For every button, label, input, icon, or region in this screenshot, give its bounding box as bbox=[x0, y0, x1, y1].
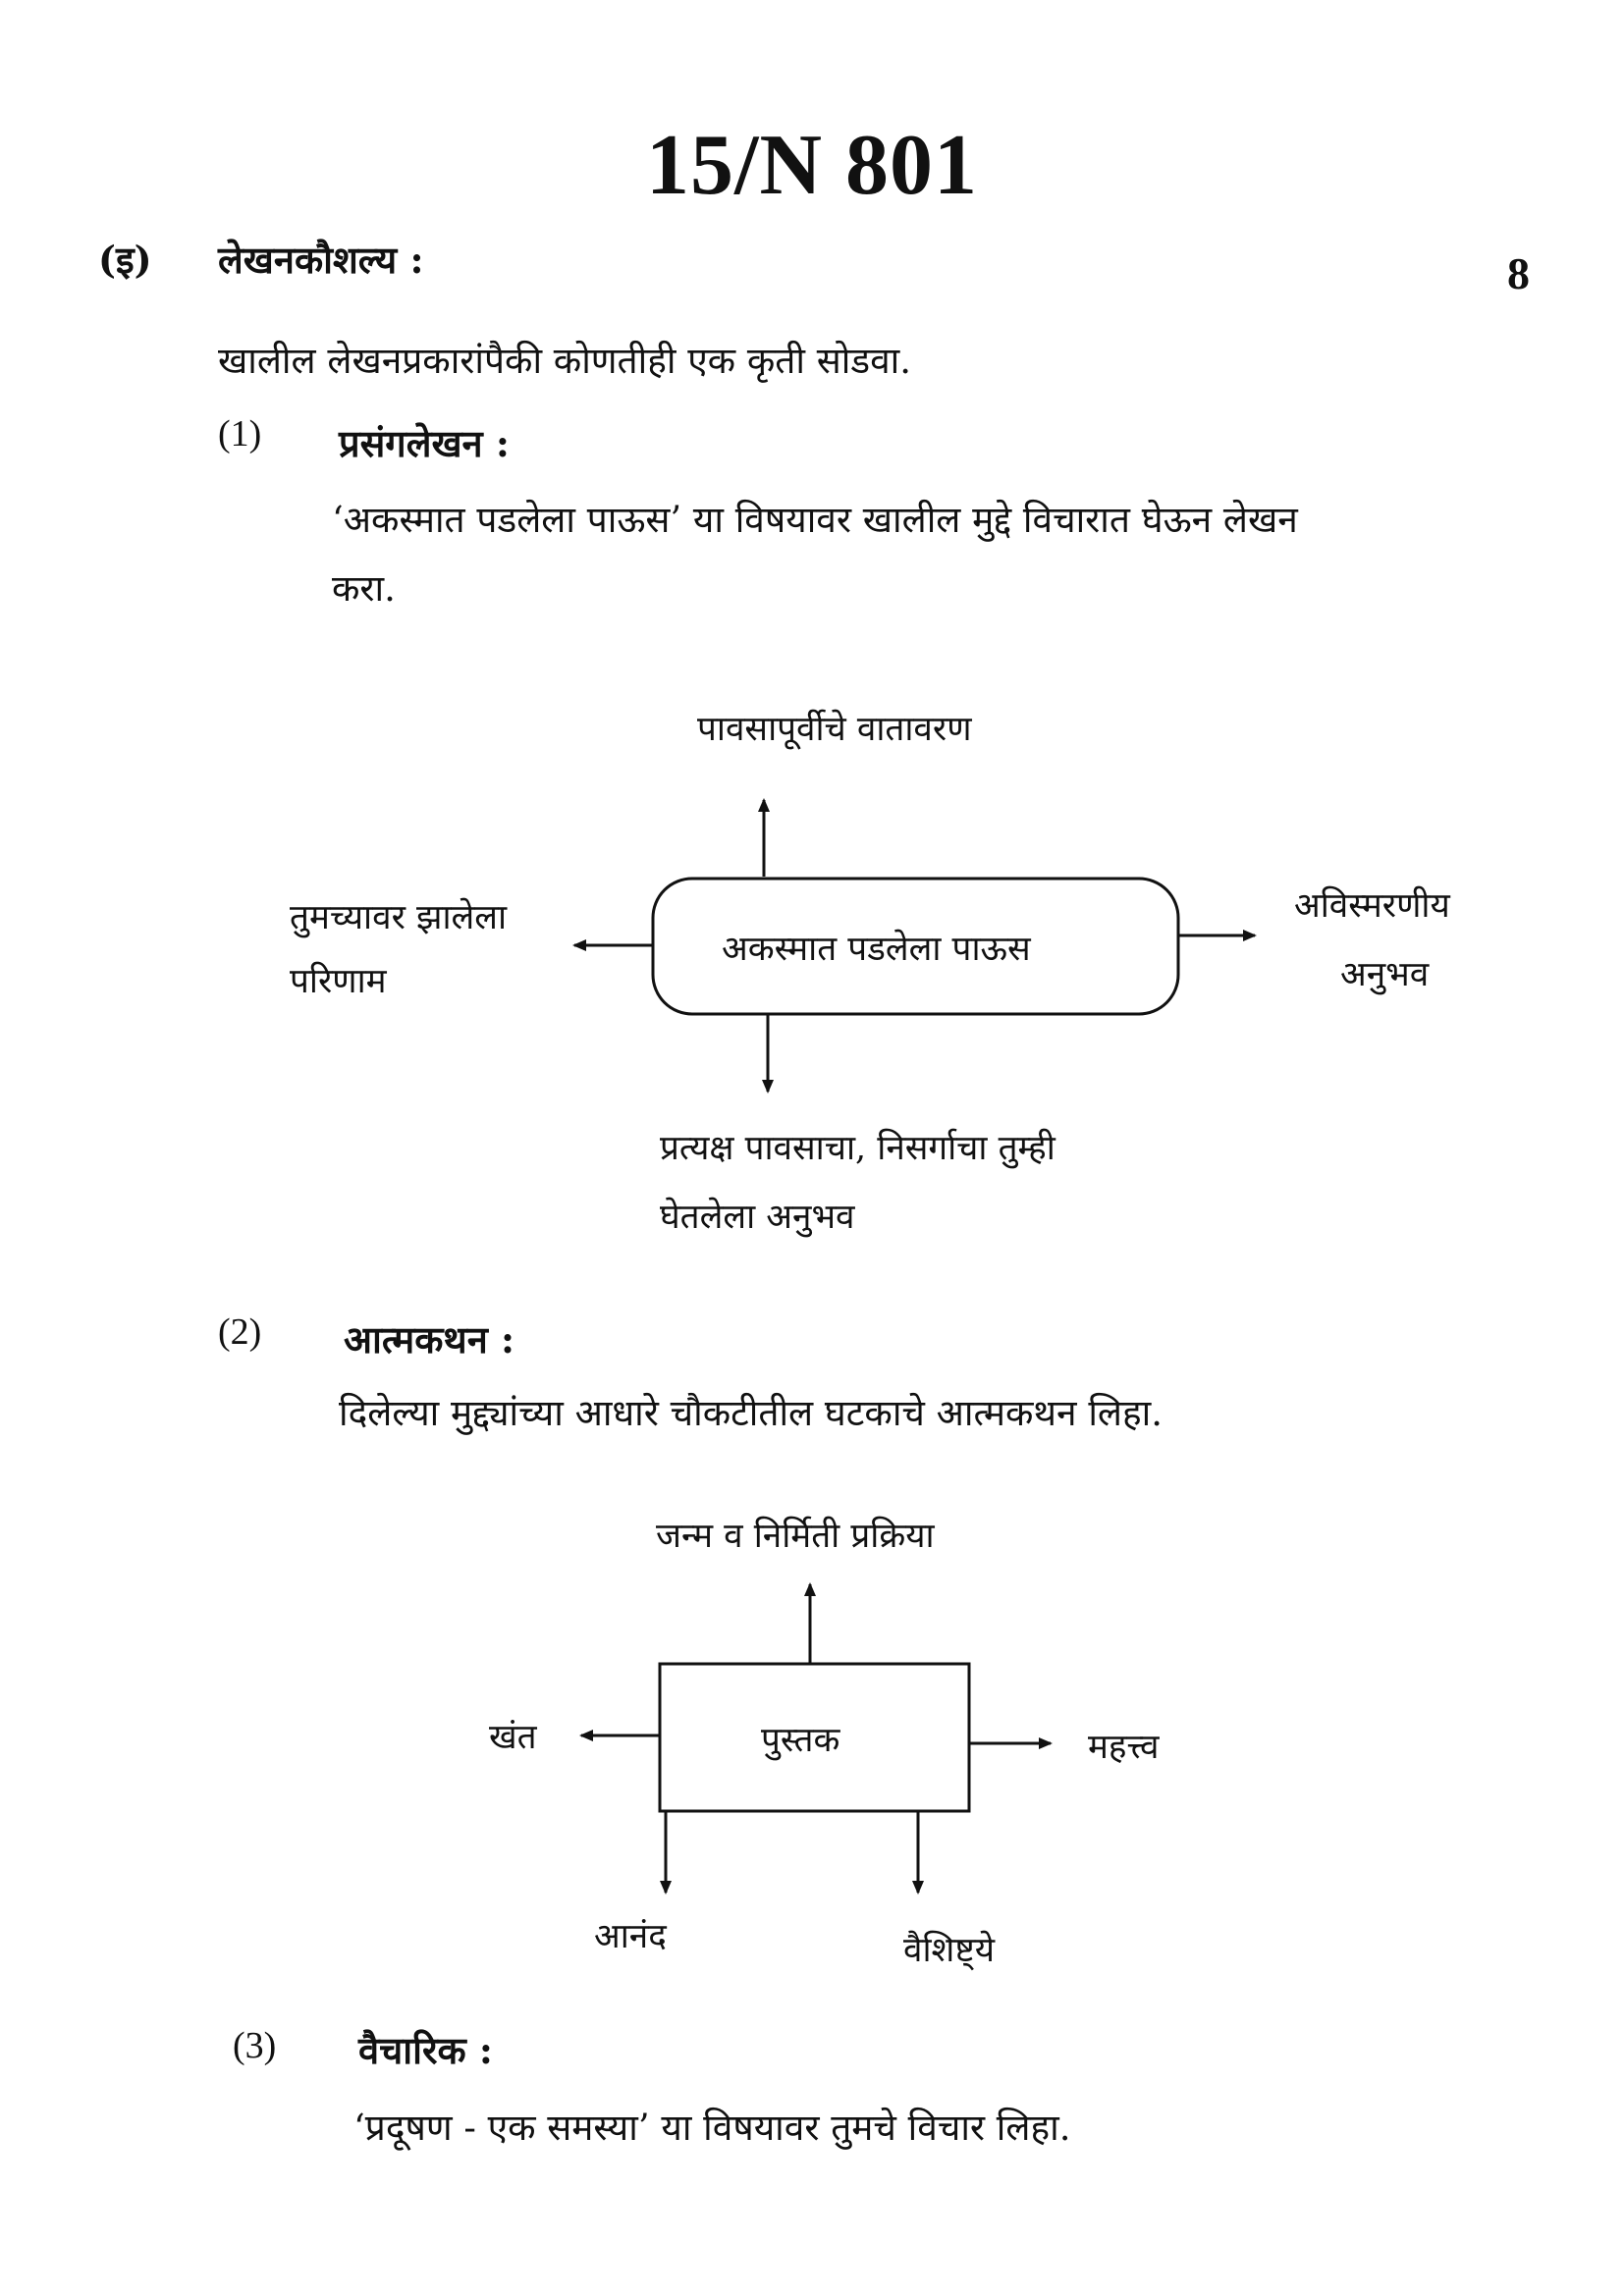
diagram1-bottom-label-line1: प्रत्यक्ष पावसाचा, निसर्गाचा तुम्ही bbox=[660, 1129, 1056, 1168]
diagram1-left-label-line1: तुमच्यावर झालेला bbox=[290, 898, 508, 937]
paper-code: 15/N 801 bbox=[646, 118, 978, 213]
task3-prompt: ‘प्रदूषण - एक समस्या’ या विषयावर तुमचे विचार लिहा. bbox=[353, 2107, 1071, 2149]
marks: 8 bbox=[1507, 248, 1530, 298]
diagram1-top-label: पावसापूर्वीचे वातावरण bbox=[697, 710, 972, 749]
instruction: खालील लेखनप्रकारांपैकी कोणतीही एक कृती सोडवा. bbox=[218, 340, 912, 382]
diagram2-right-label: महत्त्व bbox=[1088, 1728, 1160, 1767]
task1-title: प्रसंगलेखन : bbox=[339, 421, 510, 465]
task3-number: (3) bbox=[233, 2025, 277, 2066]
question-number: (इ) bbox=[98, 238, 152, 282]
diagram2-bottom-right-label: वैशिष्ट्ये bbox=[903, 1931, 996, 1970]
diagram1-bottom-label-line2: घेतलेला अनुभव bbox=[660, 1198, 855, 1237]
task2-number: (2) bbox=[218, 1311, 262, 1353]
diagram1-left-label-line2: परिणाम bbox=[290, 962, 387, 1001]
diagram2-left-label: खंत bbox=[489, 1718, 537, 1757]
task2-prompt: दिलेल्या मुद्द्यांच्या आधारे चौकटीतील घटकाचे आत्मकथन लिहा. bbox=[339, 1392, 1164, 1434]
section-title: लेखनकौशल्य : bbox=[218, 238, 424, 282]
diagram1-right-label-line1: अविस्मरणीय bbox=[1294, 886, 1450, 926]
diagram2-center-label: पुस्तक bbox=[761, 1721, 840, 1760]
diagram2-top-label: जन्म व निर्मिती प्रक्रिया bbox=[656, 1517, 935, 1556]
task3-title: वैचारिक : bbox=[358, 2028, 493, 2072]
diagram2-bottom-left-label: आनंद bbox=[594, 1917, 667, 1956]
task1-prompt-line2: करा. bbox=[332, 567, 396, 610]
diagram1-right-label-line2: अनुभव bbox=[1340, 955, 1430, 994]
task1-number: (1) bbox=[218, 413, 262, 454]
task1-prompt-line1: ‘अकस्मात पडलेला पाऊस’ या विषयावर खालील मुद्दे विचारात घेऊन लेखन bbox=[332, 499, 1298, 541]
diagram1-center-label: अकस्मात पडलेला पाऊस bbox=[722, 930, 1031, 969]
task2-title: आत्मकथन : bbox=[344, 1317, 515, 1362]
